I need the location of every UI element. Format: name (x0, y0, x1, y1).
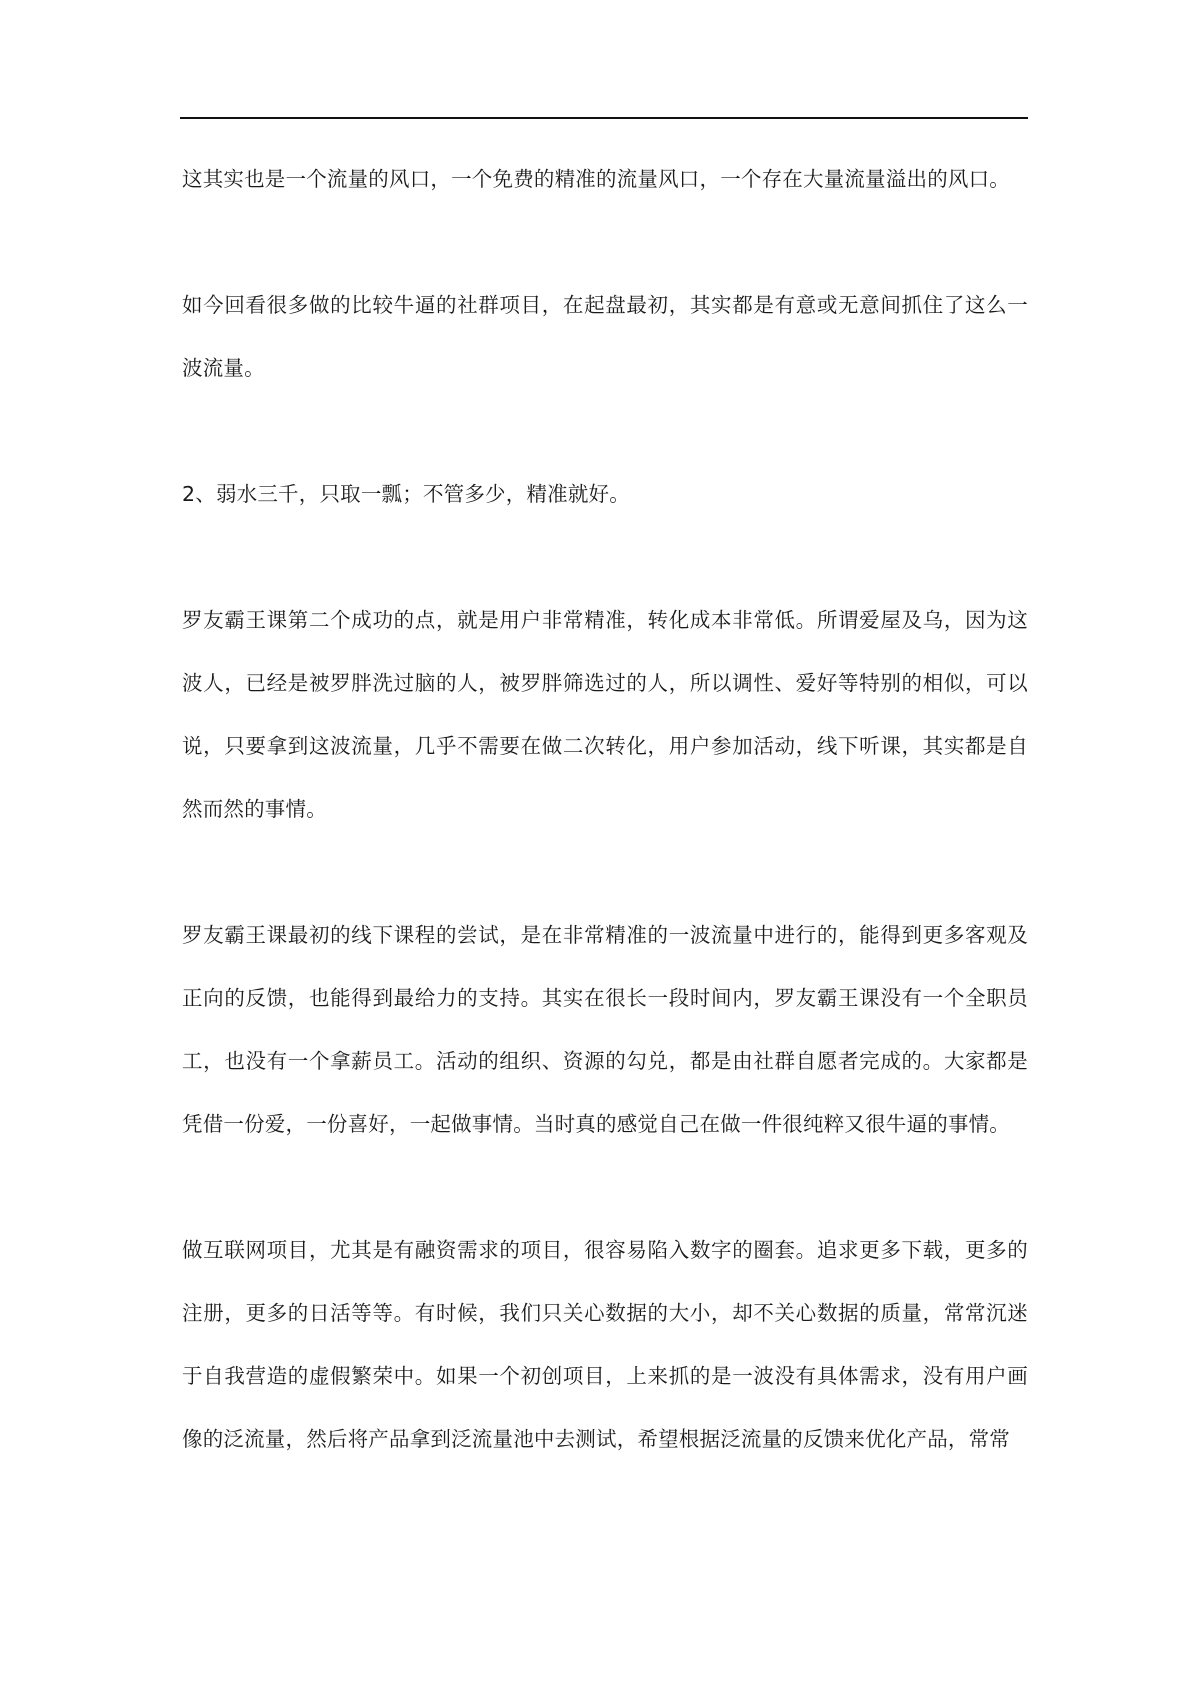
paragraph-internet-projects: 做互联网项目，尤其是有融资需求的项目，很容易陷入数字的圈套。追求更多下载，更多的注册，更多的日活等等。有时候，我们只关心数据的大小，却不关心数据的质量，常常沉迷于自我营造的虚假繁荣中。如果一个初创项目，上来抓的是一波没有具体需求，没有用户画像的泛流量，然后将产品拿到泛流量池中去测试，希望根据泛流量的反馈来优化产品，常常 (182, 1238, 1028, 1451)
paragraph-spacer (182, 400, 1028, 463)
paragraph-community-projects: 如今回看很多做的比较牛逼的社群项目，在起盘最初，其实都是有意或无意间抓住了这么一波流量。 (182, 293, 1028, 380)
paragraph-spacer (182, 1156, 1028, 1219)
paragraph-offline-courses: 罗友霸王课最初的线下课程的尝试，是在非常精准的一波流量中进行的，能得到更多客观及正向的反馈，也能得到最给力的支持。其实在很长一段时间内，罗友霸王课没有一个全职员工，也没有一个拿薪员工。活动的组织、资源的勾兑，都是由社群自愿者完成的。大家都是凭借一份爱，一份喜好，一起做事情。当时真的感觉自己在做一件很纯粹又很牛逼的事情。 (182, 923, 1028, 1136)
paragraph-spacer (182, 211, 1028, 274)
paragraph-precise-users: 罗友霸王课第二个成功的点，就是用户非常精准，转化成本非常低。所谓爱屋及乌，因为这波人，已经是被罗胖洗过脑的人，被罗胖筛选过的人，所以调性、爱好等特别的相似，可以说，只要拿到这波流量，几乎不需要在做二次转化，用户参加活动，线下听课，其实都是自然而然的事情。 (182, 608, 1028, 821)
paragraph-spacer (182, 841, 1028, 904)
paragraph-traffic-outlet: 这其实也是一个流量的风口，一个免费的精准的流量风口，一个存在大量流量溢出的风口。 (182, 167, 1010, 191)
document-body (182, 148, 1028, 1471)
header-divider (180, 117, 1028, 119)
paragraph-spacer (182, 526, 1028, 589)
section-heading-2: 2、弱水三千，只取一瓢；不管多少，精准就好。 (182, 482, 630, 506)
